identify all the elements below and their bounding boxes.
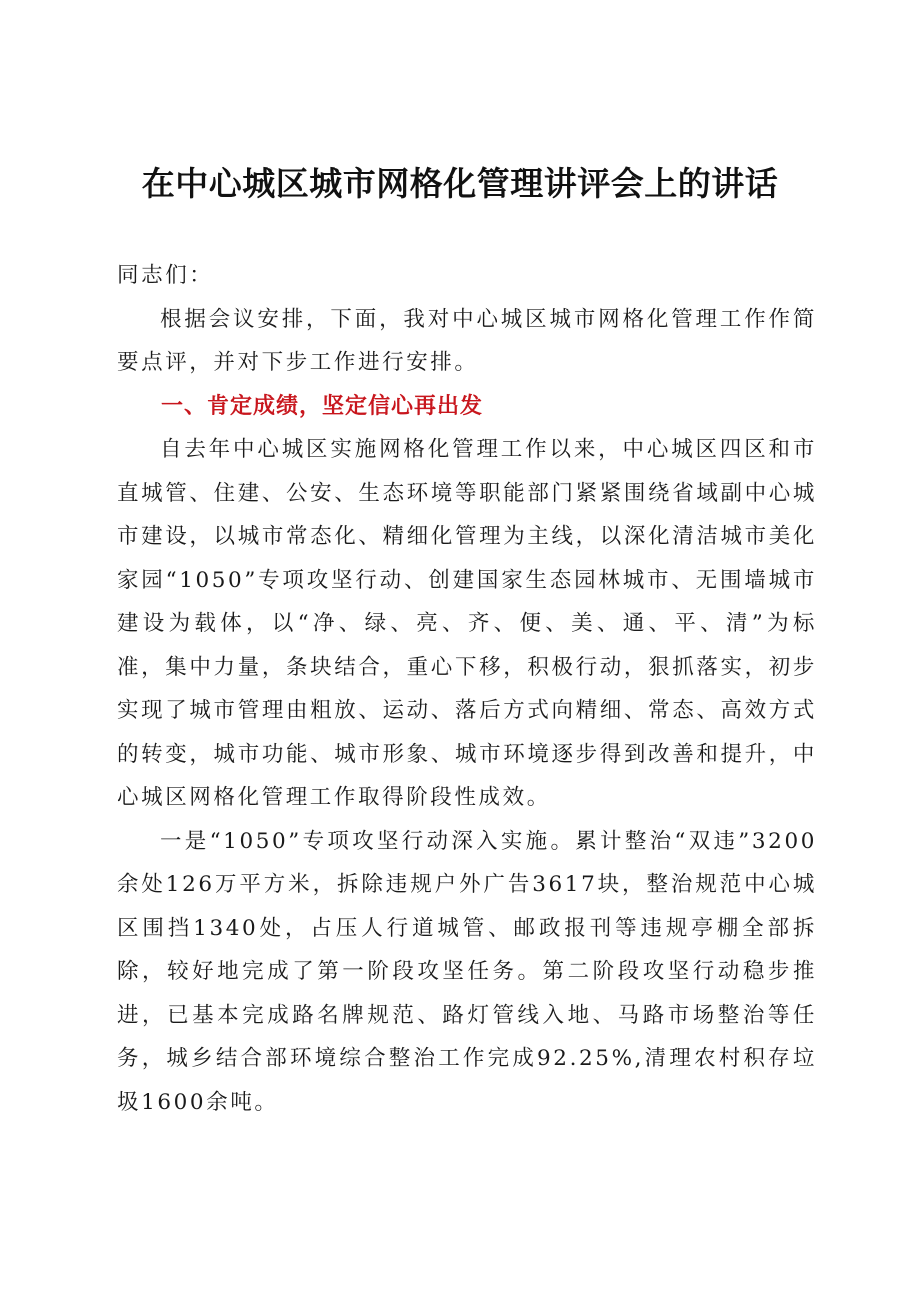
body-paragraph-1: 自去年中心城区实施网格化管理工作以来，中心城区四区和市直城管、住建、公安、生态环境等职能部门紧紧围绕省域副中心城市建设，以城市常态化、精细化管理为主线，以深化清洁城市美化家园“1050”专项攻坚行动、创建国家生态园林城市、无围墙城市建设为载体，以“净、绿、亮、齐、便、美、通、平、清”为标准，集中力量，条块结合，重心下移，积极行动，狠抓落实，初步实现了城市管理由粗放、运动、落后方式向精细、常态、高效方式的转变，城市功能、城市形象、城市环境逐步得到改善和提升，中心城区网格化管理工作取得阶段性成效。 — [117, 437, 817, 810]
salutation: 同志们： — [117, 263, 214, 288]
document-body — [117, 254, 817, 1124]
document-title: 在中心城区城市网格化管理讲评会上的讲话 — [141, 164, 779, 203]
section-heading-1: 一、肯定成绩，坚定信心再出发 — [161, 393, 484, 419]
body-paragraph-2: 一是“1050”专项攻坚行动深入实施。累计整治“双违”3200余处126万平方米，拆除违规户外广告3617块，整治规范中心城区围挡1340处，占压人行道城管、邮政报刊等违规亭棚全部拆除，较好地完成了第一阶段攻坚任务。第二阶段攻坚行动稳步推进，已基本完成路名牌规范、路灯管线入地、马路市场整治等任务，城乡结合部环境综合整治工作完成92.25%,清理农村积存垃圾1600余吨。 — [117, 828, 817, 1115]
intro-paragraph: 根据会议安排，下面，我对中心城区城市网格化管理工作作简要点评，并对下步工作进行安排。 — [117, 306, 817, 375]
